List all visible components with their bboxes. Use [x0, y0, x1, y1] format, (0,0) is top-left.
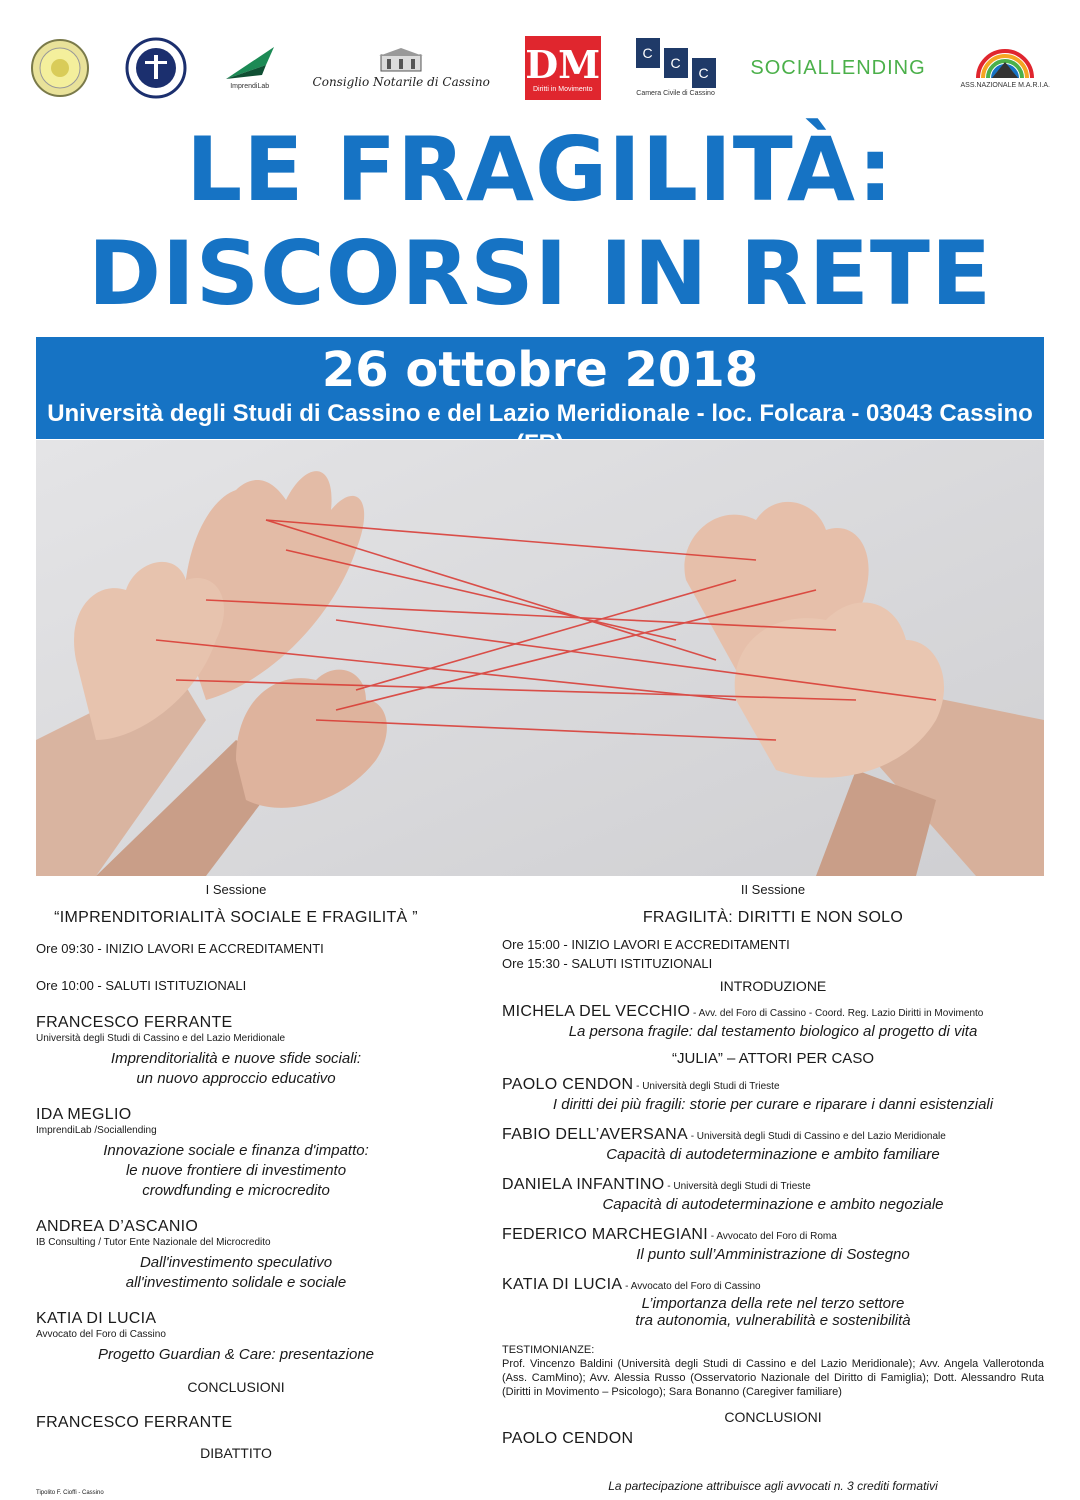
speaker-block: [36, 1309, 436, 1365]
date-banner: [36, 337, 1044, 439]
hands-network-photo: [36, 440, 1044, 876]
speaker-affiliation: ImprendiLab /Sociallending: [36, 1125, 157, 1136]
speaker-affiliation: - Università degli Studi di Trieste: [633, 1081, 780, 1092]
session2-schedule-1: Ore 15:00 - INIZIO LAVORI E ACCREDITAMENTI: [502, 937, 790, 952]
speaker-block: [502, 1225, 1044, 1265]
main-title-line1: LE FRAGILITÀ:: [186, 118, 894, 221]
speaker-name: FABIO DELL’AVERSANA: [502, 1126, 688, 1143]
session1-final-speaker: FRANCESCO FERRANTE: [36, 1414, 233, 1431]
session2-label: II Sessione: [740, 882, 806, 897]
speaker-block: [502, 1002, 1044, 1042]
speaker-name: DANIELA INFANTINO: [502, 1176, 665, 1193]
session1-schedule-2: Ore 10:00 - SALUTI ISTITUZIONALI: [36, 978, 247, 993]
session2-column: [502, 878, 1044, 1449]
ccc-letter: C: [692, 58, 716, 88]
notarile-caption: Consiglio Notarile di Cassino: [312, 75, 490, 89]
speaker-block: [502, 1125, 1044, 1165]
speaker-block: [502, 1275, 1044, 1329]
speaker-name: KATIA DI LUCIA: [502, 1276, 623, 1293]
logo-notarile: [313, 47, 490, 89]
session2-title: FRAGILITÀ: DIRITTI E NON SOLO: [642, 909, 904, 926]
speaker-name: FRANCESCO FERRANTE: [36, 1014, 233, 1031]
speaker-name: IDA MEGLIO: [36, 1106, 132, 1123]
talk-title: Capacità di autodeterminazione e ambito familiare: [606, 1146, 940, 1163]
speaker-block: [502, 1075, 1044, 1115]
imprendilab-icon: [222, 45, 278, 81]
session1-label: I Sessione: [205, 882, 267, 897]
logo-imprendilab: [222, 45, 278, 91]
event-location: Università degli Studi di Cassino e del Lazio Meridionale - loc. Folcara - 03043 Cassino: [47, 400, 1033, 427]
ccc-caption: Camera Civile di Cassino: [636, 90, 715, 97]
logo-diritti-in-movimento: [525, 36, 601, 100]
speaker-affiliation: - Avv. del Foro di Cassino - Coord. Reg. Lazio Diritti in Movimento: [690, 1008, 984, 1019]
speaker-affiliation: Avvocato del Foro di Cassino: [36, 1329, 166, 1340]
talk-title: Il punto sull’Amministrazione di Sostegno: [636, 1246, 910, 1263]
talk-title: Capacità di autodeterminazione e ambito negoziale: [602, 1196, 944, 1213]
session1-title: “IMPRENDITORIALITÀ SOCIALE E FRAGILITÀ ”: [54, 909, 418, 926]
ccc-letter: C: [664, 48, 688, 78]
logo-seal-1: [30, 38, 90, 98]
speaker-affiliation: Università degli Studi di Cassino e del Lazio Meridionale: [36, 1033, 286, 1044]
talk-title: Progetto Guardian & Care: presentazione: [98, 1346, 374, 1363]
talk-title: Dall'investimento speculativo: [139, 1254, 333, 1271]
event-date: 26 ottobre 2018: [321, 342, 759, 398]
talk-title: all'investimento solidale e sociale: [125, 1274, 347, 1291]
session1-schedule-1: Ore 09:30 - INIZIO LAVORI E ACCREDITAMENTI: [36, 941, 324, 956]
speaker-name: KATIA DI LUCIA: [36, 1310, 157, 1327]
speaker-affiliation: - Avvocato del Foro di Roma: [708, 1231, 837, 1242]
speaker-name: PAOLO CENDON: [502, 1076, 634, 1093]
main-title-line2: DISCORSI IN RETE: [87, 222, 993, 325]
speaker-block: [36, 1217, 436, 1293]
speaker-block: [36, 1105, 436, 1201]
printer-footer: Tipolito F. Cioffi - Cassino: [36, 1490, 104, 1496]
logo-sociallending: [750, 57, 925, 80]
speaker-affiliation: - Università degli Studi di Cassino e del Lazio Meridionale: [687, 1131, 946, 1142]
session2-final-speaker: PAOLO CENDON: [502, 1430, 634, 1447]
ordine-forense-icon: [125, 37, 187, 99]
ccc-letter: C: [636, 38, 660, 68]
logo-maria: [961, 46, 1050, 90]
speaker-affiliation: IB Consulting / Tutor Ente Nazionale del Microcredito: [36, 1237, 271, 1248]
maria-caption: ASS.NAZIONALE M.A.R.I.A.: [960, 82, 1050, 89]
credits-note: La partecipazione attribuisce agli avvocati n. 3 crediti formativi: [608, 1479, 938, 1493]
logo-ordine-forense: [125, 37, 187, 99]
speaker-block: [36, 1013, 436, 1089]
session1-column: [36, 878, 436, 1461]
talk-title: L’importanza della rete nel terzo settore: [641, 1295, 905, 1312]
rainbow-mountain-icon: [974, 46, 1036, 80]
speaker-name: MICHELA DEL VECCHIO: [502, 1003, 691, 1020]
logo-camera-civile: [636, 38, 716, 98]
session2-schedule-2: Ore 15:30 - SALUTI ISTITUZIONALI: [502, 956, 713, 971]
logo-bar: [30, 28, 1050, 108]
speaker-affiliation: - Università degli Studi di Trieste: [664, 1181, 811, 1192]
session1-dibattito: DIBATTITO: [200, 1445, 272, 1461]
talk-title: un nuovo approccio educativo: [136, 1070, 336, 1087]
testimonianze-text: Prof. Vincenzo Baldini (Università degli Studi di Cassino e del Lazio Meridionale); Avv. Angela Vallerotonda (Ass. CamMino); Avv. Alessia Russo (Osservatorio Nazionale del Diritto di Famiglia); Dott. Alessandro Ruta (Diritti in Movimento – Psicologo); Sara Bonanno (Caregiver familiare): [502, 1358, 1044, 1398]
julia-performance: “JULIA” – ATTORI PER CASO: [672, 1050, 874, 1067]
imprendilab-caption: ImprendiLab: [230, 83, 270, 90]
session2-introduzione: INTRODUZIONE: [719, 978, 827, 994]
speaker-name: FEDERICO MARCHEGIANI: [502, 1226, 709, 1243]
building-icon: [377, 47, 425, 73]
dm-letters: DM: [525, 41, 601, 87]
session2-conclusioni: CONCLUSIONI: [724, 1409, 822, 1425]
talk-title: Innovazione sociale e finanza d'impatto:: [103, 1142, 369, 1159]
seal-icon: [30, 38, 90, 98]
sociallending-text: SOCIALLENDING: [750, 56, 926, 79]
talk-title: crowdfunding e microcredito: [142, 1182, 330, 1199]
talk-title: La persona fragile: dal testamento biologico al progetto di vita: [568, 1023, 978, 1040]
speaker-affiliation: - Avvocato del Foro di Cassino: [622, 1281, 761, 1292]
speaker-name: ANDREA D’ASCANIO: [36, 1218, 199, 1235]
speaker-block: [502, 1175, 1044, 1215]
talk-title: le nuove frontiere di investimento: [125, 1162, 347, 1179]
talk-title: Imprenditorialità e nuove sfide sociali:: [110, 1050, 362, 1067]
dm-caption: Diritti in Movimento: [532, 85, 593, 93]
talk-title: I diritti dei più fragili: storie per curare e riparare i danni esistenziali: [552, 1096, 994, 1113]
testimonianze-label: TESTIMONIANZE:: [502, 1344, 595, 1356]
talk-title: tra autonomia, vulnerabilità e sostenibilità: [635, 1312, 911, 1329]
session1-conclusioni: CONCLUSIONI: [187, 1379, 285, 1395]
